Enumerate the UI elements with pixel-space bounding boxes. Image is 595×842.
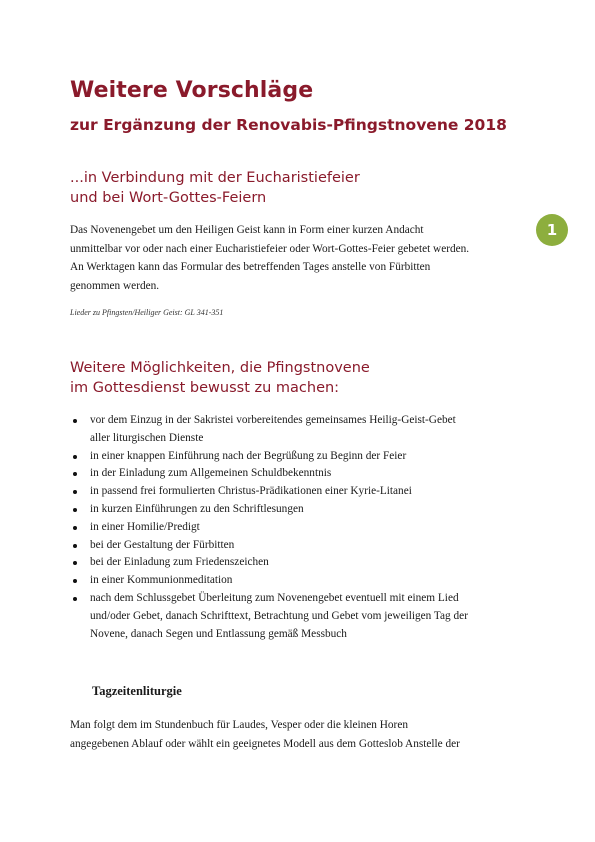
list-item — [70, 483, 540, 501]
list-item-text: vor dem Einzug in der Sakristei vorbereitendes gemeinsames Heilig-Geist-Gebet — [90, 414, 456, 426]
list-item — [70, 501, 540, 519]
list-item-text: aller liturgischen Dienste — [90, 431, 204, 444]
list-item — [70, 554, 540, 572]
song-note: Lieder zu Pfingsten/Heiliger Geist: GL 341-351 — [70, 308, 224, 317]
list-item-text: in passend frei formulierten Christus-Prädikationen einer Kyrie-Litanei — [90, 485, 412, 498]
bullet-icon — [73, 472, 77, 476]
list-item-text: in einer knappen Einführung nach der Begrüßung zu Beginn der Feier — [90, 449, 407, 462]
bullet-icon — [73, 455, 77, 459]
paragraph-line: An Werktagen kann das Formular des betreffenden Tages anstelle von Fürbitten — [70, 261, 431, 273]
list-item-text: bei der Einladung zum Friedenszeichen — [90, 556, 269, 569]
list-item-text: bei der Gestaltung der Fürbitten — [90, 538, 235, 551]
page-title: Weitere Vorschläge — [70, 78, 314, 103]
section1-heading — [70, 168, 360, 208]
paragraph-line: Man folgt dem im Stundenbuch für Laudes, Vesper oder die kleinen Horen — [70, 719, 408, 731]
list-item — [70, 537, 540, 555]
list-item — [70, 412, 540, 448]
paragraph-line: angegebenen Ablauf oder wählt ein geeignetes Modell aus dem Gotteslob Anstelle der — [70, 737, 460, 750]
section1-heading-line: und bei Wort-Gottes-Feiern — [70, 190, 267, 206]
bullet-icon — [73, 419, 77, 423]
section1-heading-line: ...in Verbindung mit der Eucharistiefeier — [70, 170, 360, 186]
page-subtitle: zur Ergänzung der Renovabis-Pfingstnovene 2018 — [70, 116, 507, 134]
bullet-icon — [73, 490, 77, 494]
section3-paragraph — [70, 716, 530, 753]
list-item-text: Novene, danach Segen und Entlassung gemäß Messbuch — [90, 627, 347, 640]
bullet-icon — [73, 544, 77, 548]
section2-heading-line: Weitere Möglichkeiten, die Pfingstnovene — [70, 360, 370, 376]
list-item-text: in der Einladung zum Allgemeinen Schuldbekenntnis — [90, 467, 332, 480]
list-item-text: in kurzen Einführungen zu den Schriftlesungen — [90, 502, 304, 515]
page-number-badge: 1 — [536, 214, 568, 246]
list-item — [70, 519, 540, 537]
list-item-text: in einer Kommunionmeditation — [90, 574, 233, 587]
bullet-icon — [73, 597, 77, 601]
bullet-icon — [73, 508, 77, 512]
section2-heading-line: im Gottesdienst bewusst zu machen: — [70, 380, 340, 396]
section1-paragraph — [70, 221, 530, 295]
list-item — [70, 590, 540, 643]
section3-heading: Tagzeitenliturgie — [92, 684, 182, 698]
list-item — [70, 448, 540, 466]
bullet-icon — [73, 579, 77, 583]
list-item-text: nach dem Schlussgebet Überleitung zum Novenengebet eventuell mit einem Lied — [90, 591, 459, 604]
list-item-text: und/oder Gebet, danach Schrifttext, Betrachtung und Gebet vom jeweiligen Tag der — [90, 609, 468, 622]
paragraph-line: Das Novenengebet um den Heiligen Geist kann in Form einer kurzen Andacht — [70, 224, 424, 236]
list-item — [70, 465, 540, 483]
list-item-text: in einer Homilie/Predigt — [90, 520, 200, 533]
section2-heading — [70, 358, 370, 398]
paragraph-line: genommen werden. — [70, 279, 160, 292]
bullet-icon — [73, 561, 77, 565]
list-item — [70, 572, 540, 590]
suggestion-list — [70, 412, 540, 643]
bullet-icon — [73, 526, 77, 530]
paragraph-line: unmittelbar vor oder nach einer Eucharistiefeier oder Wort-Gottes-Feier gebetet werden. — [70, 242, 470, 255]
